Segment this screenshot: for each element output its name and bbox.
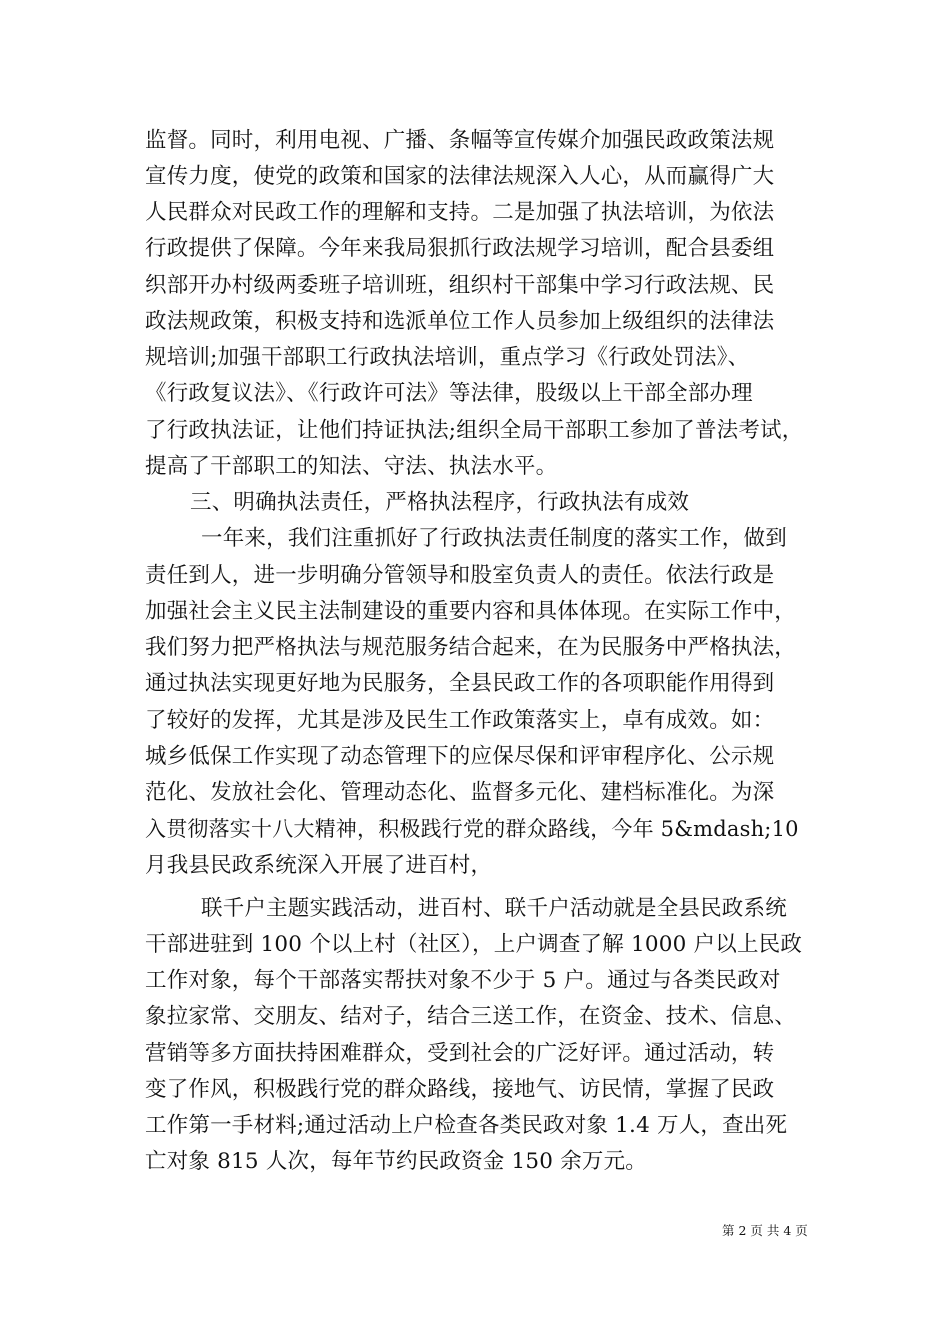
section-heading: 三、明确执法责任，严格执法程序，行政执法有成效 (190, 490, 690, 515)
text-line: 了行政执法证，让他们持证执法;组织全局干部职工参加了普法考试， (145, 418, 804, 443)
text-line: 月我县民政系统深入开展了进百村， (145, 853, 493, 878)
text-line: 《行政复议法》、《行政许可法》等法律，股级以上干部全部办理 (145, 381, 753, 406)
text-line: 行政提供了保障。今年来我局狠抓行政法规学习培训，配合县委组 (145, 236, 775, 261)
text-line: 宣传力度，使党的政策和国家的法律法规深入人心，从而赢得广大 (145, 164, 775, 189)
text-line: 织部开办村级两委班子培训班，组织村干部集中学习行政法规、民 (145, 273, 775, 298)
text-line: 营销等多方面扶持困难群众，受到社会的广泛好评。通过活动，转 (145, 1041, 775, 1066)
text-line: 加强社会主义民主法制建设的重要内容和具体体现。在实际工作中， (145, 599, 797, 624)
text-line: 责任到人，进一步明确分管领导和股室负责人的责任。依法行政是 (145, 563, 775, 588)
text-line: 城乡低保工作实现了动态管理下的应保尽保和评审程序化、公示规 (145, 744, 775, 769)
text-line: 了较好的发挥，尤其是涉及民生工作政策落实上，卓有成效。如： (145, 708, 775, 733)
paragraph-first-line: 一年来，我们注重抓好了行政执法责任制度的落实工作，做到 (201, 526, 787, 551)
text-line: 我们努力把严格执法与规范服务结合起来，在为民服务中严格执法， (145, 635, 797, 660)
text-line: 工作对象，每个干部落实帮扶对象不少于 5 户。通过与各类民政对 (145, 968, 781, 993)
page-number: 第 2 页 共 4 页 (722, 1223, 808, 1238)
paragraph-first-line: 联千户主题实践活动，进百村、联千户活动就是全县民政系统 (201, 896, 787, 921)
text-line: 工作第一手材料;通过活动上户检查各类民政对象 1.4 万人，查出死 (145, 1113, 788, 1138)
text-line: 政法规政策，积极支持和选派单位工作人员参加上级组织的法律法 (145, 309, 775, 334)
text-line: 干部进驻到 100 个以上村（社区），上户调查了解 1000 户以上民政 (145, 932, 803, 957)
text-line: 规培训;加强干部职工行政执法培训，重点学习《行政处罚法》、 (145, 345, 750, 370)
text-line: 象拉家常、交朋友、结对子，结合三送工作，在资金、技术、信息、 (145, 1004, 797, 1029)
text-line: 通过执法实现更好地为民服务，全县民政工作的各项职能作用得到 (145, 671, 775, 696)
text-line: 范化、发放社会化、管理动态化、监督多元化、建档标准化。为深 (145, 780, 775, 805)
text-line: 入贯彻落实十八大精神，积极践行党的群众路线，今年 5&mdash;10 (145, 817, 799, 841)
text-line: 监督。同时，利用电视、广播、条幅等宣传媒介加强民政政策法规 (145, 128, 775, 153)
text-line: 变了作风，积极践行党的群众路线，接地气、访民情，掌握了民政 (145, 1077, 775, 1102)
text-line: 提高了干部职工的知法、守法、执法水平。 (145, 454, 558, 479)
text-line: 人民群众对民政工作的理解和支持。二是加强了执法培训，为依法 (145, 200, 775, 225)
text-line: 亡对象 815 人次，每年节约民政资金 150 余万元。 (145, 1149, 648, 1174)
